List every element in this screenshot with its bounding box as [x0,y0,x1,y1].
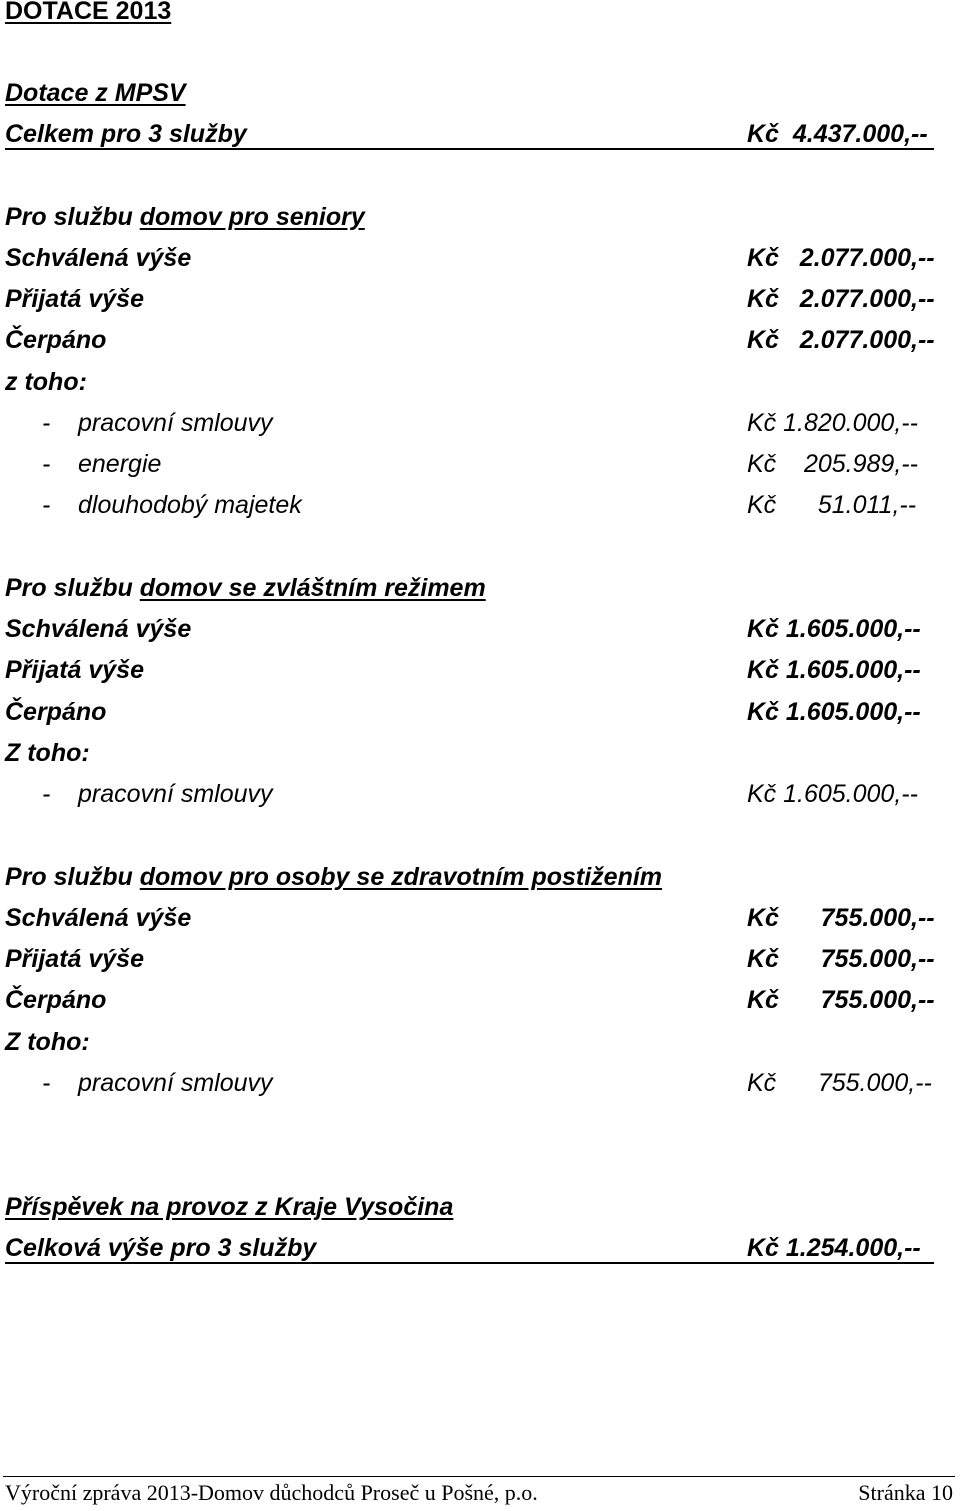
list-bullet: - [42,780,51,808]
seniors-item-value: Kč 1.820.000,-- [747,409,918,437]
disabled-of-which: Z toho: [5,1028,90,1056]
list-bullet: - [42,409,51,437]
list-bullet: - [42,1069,51,1097]
seniors-approved-value: Kč 2.077.000,-- [747,244,935,272]
special-item-value: Kč 1.605.000,-- [747,780,918,808]
special-drawn-value: Kč 1.605.000,-- [747,698,921,726]
seniors-title: Pro službu domov pro seniory [5,203,365,231]
region-total-label: Celková výše pro 3 služby [5,1234,317,1262]
special-title-name: domov se zvláštním režimem [139,574,486,602]
special-accepted-value: Kč 1.605.000,-- [747,656,921,684]
seniors-of-which: z toho: [5,368,87,396]
list-bullet: - [42,491,51,519]
seniors-accepted-label: Přijatá výše [5,285,144,313]
seniors-drawn-value: Kč 2.077.000,-- [747,326,935,354]
seniors-drawn-label: Čerpáno [5,326,107,354]
seniors-item-value: Kč 51.011,-- [747,491,917,519]
special-item-label: pracovní smlouvy [78,780,273,808]
seniors-item-label: energie [78,450,162,478]
seniors-item-value: Kč 205.989,-- [747,450,918,478]
special-approved-value: Kč 1.605.000,-- [747,615,921,643]
footer-rule [3,1476,955,1477]
special-drawn-label: Čerpáno [5,698,107,726]
mpsv-total-value: Kč 4.437.000,-- [747,120,928,148]
special-approved-label: Schválená výše [5,615,192,643]
page-number: Stránka 10 [858,1480,953,1505]
mpsv-heading: Dotace z MPSV [5,79,186,107]
page-title: DOTACE 2013 [5,0,172,25]
list-bullet: - [42,450,51,478]
disabled-item-label: pracovní smlouvy [78,1069,273,1097]
disabled-drawn-label: Čerpáno [5,986,107,1014]
region-total-rule [5,1262,934,1264]
special-title: Pro službu domov se zvláštním režimem [5,574,486,602]
special-accepted-label: Přijatá výše [5,656,144,684]
disabled-approved-label: Schválená výše [5,904,192,932]
disabled-title: Pro službu domov pro osoby se zdravotním postižením [5,863,663,891]
footer-text: Výroční zpráva 2013-Domov důchodců Proseč u Pošné, p.o. [5,1480,538,1505]
seniors-accepted-value: Kč 2.077.000,-- [747,285,935,313]
mpsv-total-rule [5,148,934,150]
disabled-approved-value: Kč 755.000,-- [747,904,935,932]
seniors-title-name: domov pro seniory [139,203,365,231]
disabled-title-name: domov pro osoby se zdravotním postižením [139,863,663,891]
seniors-item-label: pracovní smlouvy [78,409,273,437]
region-heading: Příspěvek na provoz z Kraje Vysočina [5,1193,454,1221]
disabled-accepted-value: Kč 755.000,-- [747,945,935,973]
disabled-item-value: Kč 755.000,-- [747,1069,932,1097]
disabled-drawn-value: Kč 755.000,-- [747,986,935,1014]
seniors-approved-label: Schválená výše [5,244,192,272]
region-total-value: Kč 1.254.000,-- [747,1234,921,1262]
special-of-which: Z toho: [5,739,90,767]
disabled-accepted-label: Přijatá výše [5,945,144,973]
mpsv-total-label: Celkem pro 3 služby [5,120,247,148]
seniors-item-label: dlouhodobý majetek [78,491,302,519]
